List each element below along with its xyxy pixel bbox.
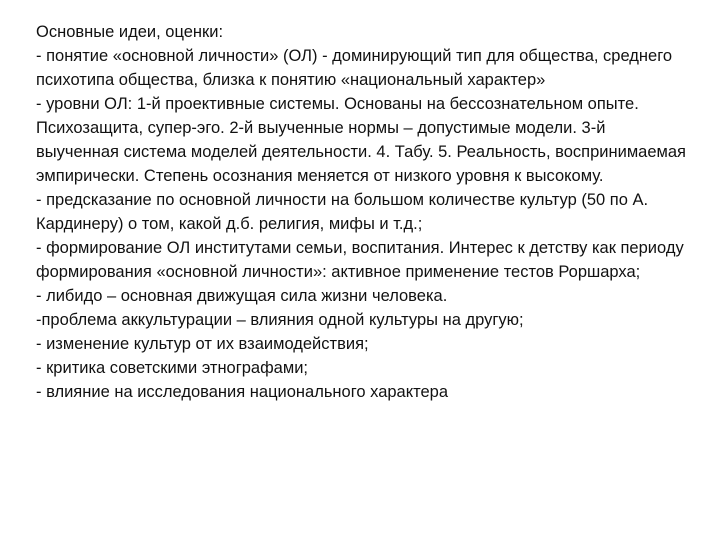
list-item: - влияние на исследования национального характера xyxy=(36,383,449,401)
list-item: - изменение культур от их взаимодействия; xyxy=(36,335,369,353)
slide-text-block xyxy=(36,20,686,404)
list-item: - формирование ОЛ институтами семьи, воспитания. Интерес к детству как периоду формирования «основной личности»: активное применение тестов Роршарха; xyxy=(36,239,684,281)
list-item: - уровни ОЛ: 1-й проективные системы. Основаны на бессознательном опыте. Психозащита, супер-эго. 2-й выученные нормы – допустимые модели. 3-й выученная система моделей деятельности. 4. Табу. 5. Реальность, воспринимаемая эмпирически. Степень осознания меняется от низкого уровня к высокому. xyxy=(36,95,686,185)
list-item: - предсказание по основной личности на большом количестве культур (50 по А. Кардинеру) о том, какой д.б. религия, мифы и т.д.; xyxy=(36,191,649,233)
list-item: - либидо – основная движущая сила жизни человека. xyxy=(36,287,448,305)
list-item: -проблема аккультурации – влияния одной культуры на другую; xyxy=(36,311,524,329)
list-item: - критика советскими этнографами; xyxy=(36,359,309,377)
slide-heading: Основные идеи, оценки: xyxy=(36,23,224,41)
list-item: - понятие «основной личности» (ОЛ) - доминирующий тип для общества, среднего психотипа общества, близка к понятию «национальный характер» xyxy=(36,47,673,89)
